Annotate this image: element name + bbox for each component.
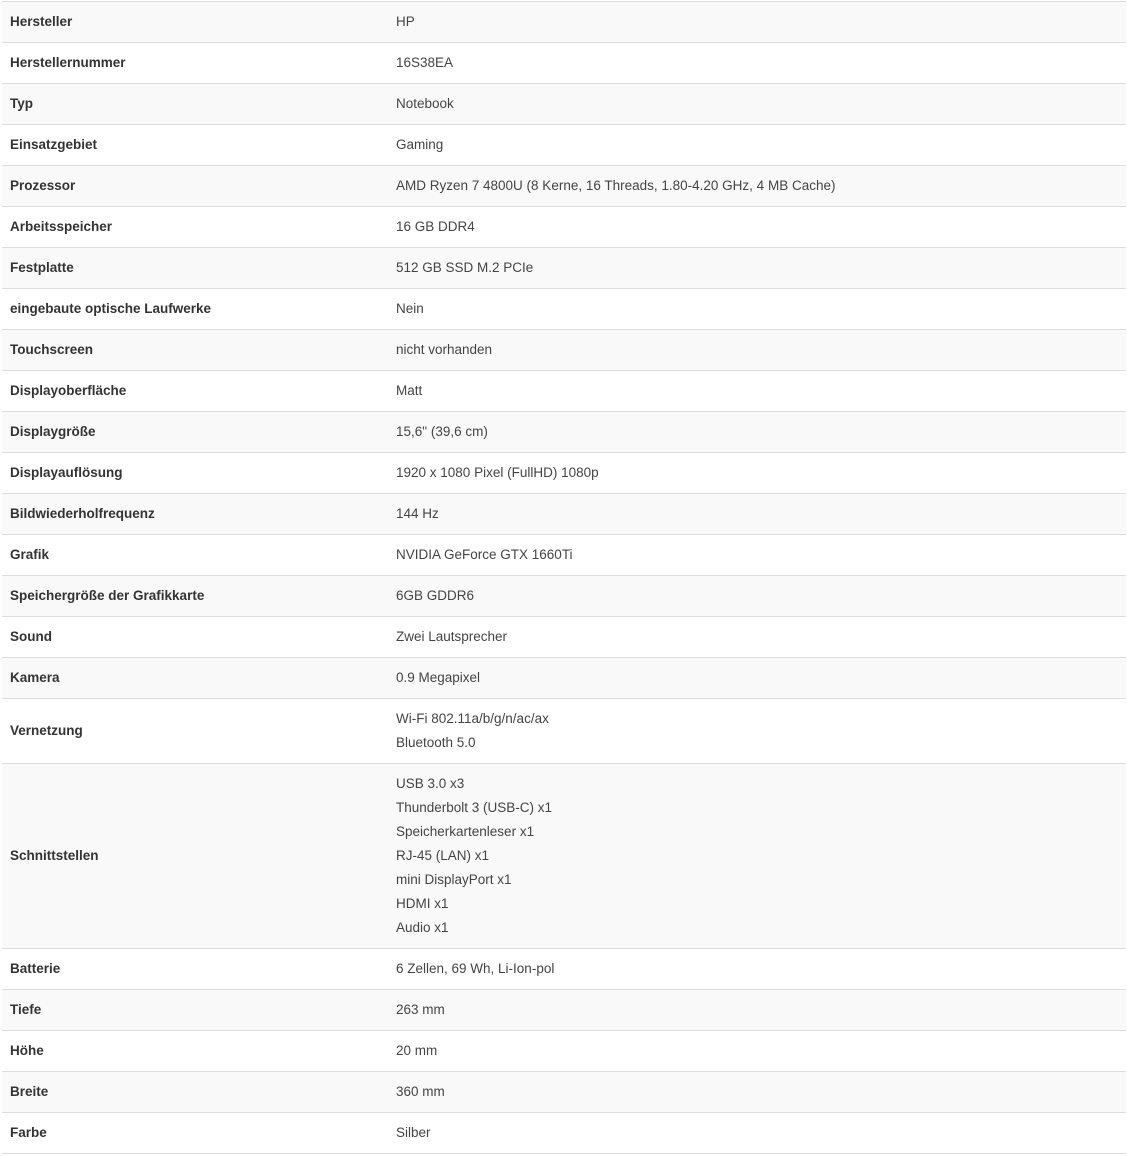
spec-label: Vernetzung <box>2 699 388 764</box>
spec-value-line: Silber <box>396 1125 431 1140</box>
table-row <box>2 576 1126 617</box>
spec-label: Herstellernummer <box>2 43 388 84</box>
table-row <box>2 289 1126 330</box>
spec-label: Einsatzgebiet <box>2 125 388 166</box>
table-row <box>2 248 1126 289</box>
spec-value-line: Zwei Lautsprecher <box>396 629 508 644</box>
table-row <box>2 658 1126 699</box>
spec-label: Bildwiederholfrequenz <box>2 494 388 535</box>
spec-value-line: 1920 x 1080 Pixel (FullHD) 1080p <box>396 465 599 480</box>
spec-value-line: AMD Ryzen 7 4800U (8 Kerne, 16 Threads, 1.80-4.20 GHz, 4 MB Cache) <box>396 178 836 193</box>
spec-label: Displaygröße <box>2 412 388 453</box>
spec-label: Kamera <box>2 658 388 699</box>
spec-value <box>388 1113 1126 1154</box>
spec-value <box>388 166 1126 207</box>
spec-value <box>388 412 1126 453</box>
spec-value-line: HDMI x1 <box>396 896 449 911</box>
spec-value-line: HP <box>396 14 415 29</box>
spec-value-line: 263 mm <box>396 1002 445 1017</box>
spec-value <box>388 453 1126 494</box>
spec-value <box>388 699 1126 764</box>
table-row <box>2 699 1126 764</box>
spec-value-line: Wi-Fi 802.11a/b/g/n/ac/ax <box>396 711 549 726</box>
table-row <box>2 1031 1126 1072</box>
spec-value-line: 6 Zellen, 69 Wh, Li-Ion-pol <box>396 961 555 976</box>
spec-value-line: 512 GB SSD M.2 PCIe <box>396 260 534 275</box>
table-row <box>2 1072 1126 1113</box>
spec-value-line: 16 GB DDR4 <box>396 219 475 234</box>
table-row <box>2 84 1126 125</box>
spec-label: Tiefe <box>2 990 388 1031</box>
spec-value <box>388 125 1126 166</box>
table-row <box>2 990 1126 1031</box>
table-row <box>2 412 1126 453</box>
spec-value-line: 360 mm <box>396 1084 445 1099</box>
table-row <box>2 764 1126 949</box>
spec-value-line: mini DisplayPort x1 <box>396 872 512 887</box>
spec-label: Displayoberfläche <box>2 371 388 412</box>
table-row <box>2 949 1126 990</box>
table-row <box>2 125 1126 166</box>
spec-value <box>388 1031 1126 1072</box>
spec-label: Prozessor <box>2 166 388 207</box>
spec-value-line: RJ-45 (LAN) x1 <box>396 848 490 863</box>
spec-value-line: 0.9 Megapixel <box>396 670 481 685</box>
spec-label: Arbeitsspeicher <box>2 207 388 248</box>
spec-value-line: 15,6" (39,6 cm) <box>396 424 488 439</box>
spec-table <box>2 1 1126 1154</box>
spec-label: Sound <box>2 617 388 658</box>
spec-label: Festplatte <box>2 248 388 289</box>
spec-value-line: Notebook <box>396 96 454 111</box>
spec-value-line: Bluetooth 5.0 <box>396 735 476 750</box>
spec-value-line: Speicherkartenleser x1 <box>396 824 535 839</box>
spec-value <box>388 576 1126 617</box>
spec-value <box>388 207 1126 248</box>
table-row <box>2 207 1126 248</box>
spec-label: Höhe <box>2 1031 388 1072</box>
table-row <box>2 1113 1126 1154</box>
spec-value-line: USB 3.0 x3 <box>396 776 465 791</box>
spec-label: Hersteller <box>2 2 388 43</box>
spec-label: Touchscreen <box>2 330 388 371</box>
spec-value <box>388 248 1126 289</box>
spec-label: Batterie <box>2 949 388 990</box>
spec-label: Displayauflösung <box>2 453 388 494</box>
table-row <box>2 330 1126 371</box>
spec-value-line: 16S38EA <box>396 55 454 70</box>
spec-value <box>388 84 1126 125</box>
spec-value <box>388 371 1126 412</box>
spec-label: eingebaute optische Laufwerke <box>2 289 388 330</box>
spec-table-body <box>2 2 1126 1154</box>
spec-value-line: NVIDIA GeForce GTX 1660Ti <box>396 547 573 562</box>
table-row <box>2 43 1126 84</box>
spec-value-line: Nein <box>396 301 424 316</box>
spec-value <box>388 658 1126 699</box>
spec-value-line: Matt <box>396 383 423 398</box>
spec-value <box>388 949 1126 990</box>
spec-value-line: 144 Hz <box>396 506 439 521</box>
spec-value-line: 20 mm <box>396 1043 438 1058</box>
spec-value <box>388 1072 1126 1113</box>
spec-value <box>388 494 1126 535</box>
spec-label: Typ <box>2 84 388 125</box>
spec-value <box>388 2 1126 43</box>
spec-value <box>388 617 1126 658</box>
spec-value <box>388 330 1126 371</box>
table-row <box>2 453 1126 494</box>
spec-label: Speichergröße der Grafikkarte <box>2 576 388 617</box>
spec-value-line: 6GB GDDR6 <box>396 588 475 603</box>
spec-value-line: nicht vorhanden <box>396 342 493 357</box>
spec-value-line: Gaming <box>396 137 444 152</box>
table-row <box>2 535 1126 576</box>
spec-value-line: Audio x1 <box>396 920 449 935</box>
table-row <box>2 166 1126 207</box>
table-row <box>2 2 1126 43</box>
spec-value <box>388 764 1126 949</box>
spec-value <box>388 535 1126 576</box>
spec-label: Farbe <box>2 1113 388 1154</box>
spec-label: Schnittstellen <box>2 764 388 949</box>
spec-value <box>388 43 1126 84</box>
table-row <box>2 371 1126 412</box>
spec-label: Grafik <box>2 535 388 576</box>
spec-value <box>388 289 1126 330</box>
spec-label: Breite <box>2 1072 388 1113</box>
spec-value-line: Thunderbolt 3 (USB-C) x1 <box>396 800 553 815</box>
table-row <box>2 617 1126 658</box>
table-row <box>2 494 1126 535</box>
spec-value <box>388 990 1126 1031</box>
